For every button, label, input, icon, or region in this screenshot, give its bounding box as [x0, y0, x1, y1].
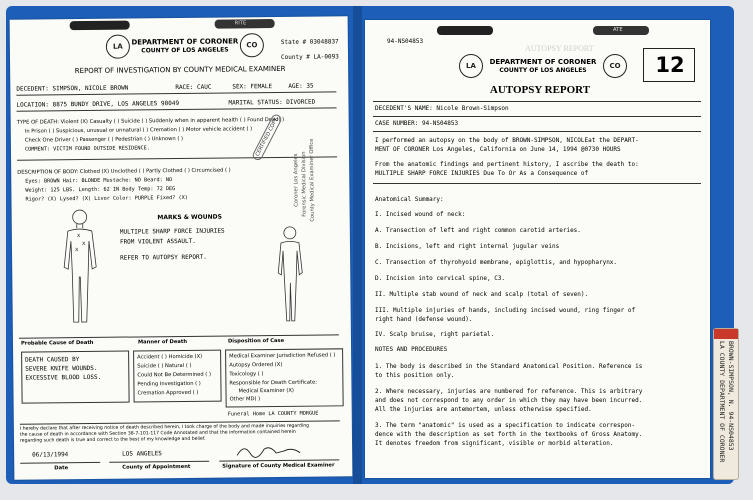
tab-line-2: LA COUNTY DEPARTMENT OF CORONER [718, 341, 726, 463]
intro-line-4: MULTIPLE SHARP FORCE INJURIES Due To Or As a Consequence of [375, 170, 589, 177]
investigation-report-page [10, 16, 353, 480]
disposition-box [225, 348, 344, 407]
location-line: LOCATION: 8875 BUNDY DRIVE, LOS ANGELES 90049 [16, 100, 180, 109]
declaration-line-1: I hereby declare that after receiving notice of death described herein, I took charge of the body and made inquiries regarding [19, 423, 310, 432]
case-number: CASE NUMBER: 94-NS04853 [375, 120, 459, 127]
summary-item-6: II. Multiple stab wound of neck and scalp (total of seven). [375, 291, 589, 298]
county-seal-icon: LA [459, 54, 483, 78]
cause-line-1: DEATH CAUSED BY [25, 356, 80, 364]
disposition-line-6: Other MD( ) [229, 396, 261, 403]
comment-line: COMMENT: VICTIM FOUND OUTSIDE RESIDENCE. [24, 145, 150, 153]
declaration-line-2: the cause of death in accordance with Section 38-7-101-117 Code Annotated and that the information contained herein [19, 429, 296, 438]
dept-heading: DEPARTMENT OF CORONER [131, 37, 239, 47]
summary-item-4: C. Transection of thyrohyoid membrane, epiglottis, and hypopharynx. [375, 259, 618, 266]
sex-line: SEX: FEMALE [232, 83, 273, 91]
marks-line-2: FROM VIOLENT ASSAULT. [119, 237, 196, 246]
binder-clip-label [593, 26, 649, 35]
type-of-death-line-3: Check One Driver ( ) Passenger ( ) Pedestrian ( ) Unknown ( ) [24, 135, 184, 144]
manner-line-3: Could Not Be Determined ( ) [137, 371, 212, 379]
svg-text:x: x [76, 232, 81, 240]
summary-item-5: D. Incision into cervical spine, C3. [375, 275, 506, 282]
cause-line-3: EXCESSIVE BLOOD LOSS. [25, 373, 102, 382]
decedent-name: DECEDENT'S NAME: Nicole Brown-Simpson [375, 105, 509, 112]
note-1a: 1. The body is described in the Standard Anatomical Position. Reference is [375, 363, 643, 370]
date-value: 06/13/1994 [32, 451, 69, 459]
rule [20, 462, 100, 464]
description-line-1: DESCRIPTION OF BODY: Clothed (X) Unclothed ( ) Partly Clothed ( ) Circumcised ( ) [17, 167, 231, 176]
summary-item-7b: right hand (defense wound). [375, 316, 473, 323]
report-title: REPORT OF INVESTIGATION BY COUNTY MEDICAL EXAMINER [74, 64, 286, 76]
county-seal-icon: LA [106, 35, 130, 59]
summary-item-7a: III. Multiple injuries of hands, including incised wound, ring finger of [375, 307, 636, 314]
intro-line-3: From the anatomic findings and pertinent history, I ascribe the death to: [375, 161, 639, 168]
binder-clip [437, 26, 493, 35]
tab-color-strip [714, 329, 738, 339]
disposition-line-5: Medical Examiner (X) [238, 387, 294, 395]
note-2c: All the injuries are antemortem, unless otherwise specified. [375, 406, 592, 413]
note-1b: to this position only. [375, 372, 455, 379]
svg-text:x: x [81, 239, 86, 248]
rule [373, 183, 701, 184]
declaration-line-3: regarding such death is true and correct to the best of my knowledge and belief. [19, 436, 206, 444]
page-number-box [643, 48, 695, 82]
summary-item-3: B. Incisions, left and right internal jugular veins [375, 243, 560, 250]
note-3a: 3. The term "anatomic" is used as a specification to indicate correspon- [375, 422, 636, 429]
note-3c: It denotes freedom from significant, visible or morbid alteration. [375, 440, 614, 447]
race-line: RACE: CAUC [175, 83, 212, 92]
description-line-2: Eyes: BROWN Hair: BLONDE Mustache: NO Beard: NO [25, 177, 173, 185]
stamp-line-b: Forensic Medical Division [300, 151, 308, 217]
stamp-line-a: Coroner Los Angeles [293, 153, 300, 207]
disposition-line-2: Autopsy Ordered (X) [229, 361, 283, 369]
coroner-seal-icon: CO [240, 33, 264, 57]
type-of-death-line-2: In Prison ( ) Suspicious, unusual or unnatural ( ) Cremation ( ) Motor vehicle accident ( ) [24, 126, 253, 135]
age-line: AGE: 35 [288, 82, 314, 90]
disposition-line-3: Toxicology ( ) [229, 371, 264, 378]
rule [219, 459, 339, 461]
autopsy-title: AUTOPSY REPORT [489, 84, 591, 96]
description-line-4: Rigor? (X) Lysed? (X) Livor Color: PURPLE Fixed? (X) [25, 194, 188, 203]
marks-title: MARKS & WOUNDS [157, 213, 222, 222]
examiner-signature [234, 441, 304, 460]
note-2a: 2. Where necessary, injuries are numbered for reference. This is arbitrary [375, 388, 643, 395]
cause-box [21, 351, 130, 404]
folder-spine [353, 6, 362, 484]
autopsy-report-page [365, 20, 710, 478]
summary-heading: Anatomical Summary: [375, 196, 444, 203]
tab-text [717, 341, 735, 475]
description-line-3: Weight: 125 LBS. Length: 62 IN Body Temp: 72 DEG [25, 186, 176, 194]
county-label: County of Appointment [122, 463, 191, 471]
intro-line-2: MENT OF CORONER Los Angeles, California on June 14, 1994 @0730 HOURS [375, 146, 621, 153]
binder-clip [70, 21, 130, 31]
cause-header: Probable Cause of Death [20, 339, 94, 347]
manner-line-4: Pending Investigation ( ) [137, 380, 201, 388]
binder-clip-label [215, 19, 275, 29]
funeral-home: Funeral Home LA COUNTY MORGUE [227, 410, 319, 418]
signature-label: Signature of County Medical Examiner [222, 462, 335, 470]
date-label: Date [54, 465, 69, 472]
disposition-header: Disposition of Case [227, 337, 285, 345]
manner-line-5: Cremation Approved ( ) [137, 389, 199, 397]
body-front-diagram [50, 207, 111, 328]
note-3b: dence with the description as set forth in the textbooks of Gross Anatomy. [375, 431, 643, 438]
tab-line-1: BROWN-SIMPSON, N. 94-NS04853 [727, 341, 735, 451]
disposition-line-1: Medical Examiner Jurisdiction Refused ( ) [229, 352, 336, 360]
type-of-death-line-1: TYPE OF DEATH: Violent (X) Casualty ( ) Suicide ( ) Suddenly when in apparent health ( ) Found Dead( ) [16, 116, 285, 126]
county-heading: COUNTY OF LOS ANGELES [499, 67, 587, 74]
disposition-line-4: Responsible for Death Certificate: [229, 379, 318, 387]
stamp-line-c: County Medical Examiner Office [308, 138, 316, 222]
dept-heading: DEPARTMENT OF CORONER [489, 58, 597, 66]
manner-header: Manner of Death [137, 338, 188, 346]
manner-line-1: Accident ( ) Homicide (X) [137, 353, 203, 361]
decedent-line: DECEDENT: SIMPSON, NICOLE BROWN [16, 84, 129, 93]
file-tab-label [713, 328, 739, 480]
county-heading: COUNTY OF LOS ANGELES [141, 46, 229, 55]
summary-item-1: I. Incised wound of neck: [375, 211, 466, 218]
rule [373, 116, 701, 117]
summary-item-2: A. Transection of left and right common carotid arteries. [375, 227, 581, 234]
rule [17, 156, 337, 160]
clip-label: ATE [613, 27, 623, 33]
svg-text:x: x [74, 246, 79, 254]
marks-line-3: REFER TO AUTOPSY REPORT. [120, 253, 207, 262]
rule [373, 131, 701, 132]
body-back-diagram [270, 225, 311, 325]
county-number: County # LA-0093 [280, 53, 339, 61]
manner-line-2: Suicide ( ) Natural ( ) [137, 362, 192, 370]
coroner-seal-icon: CO [603, 54, 627, 78]
summary-item-8: IV. Scalp bruise, right parietal. [375, 331, 495, 338]
notes-heading: NOTES AND PROCEDURES [375, 346, 448, 353]
marital-line: MARITAL STATUS: DIVORCED [228, 98, 316, 107]
marks-line-1: MULTIPLE SHARP FORCE INJURIES [119, 227, 225, 236]
cause-line-2: SEVERE KNIFE WOUNDS. [25, 364, 98, 373]
certified-copy-stamp: CERTIFIED COPY [251, 113, 283, 162]
intro-line-1: I performed an autopsy on the body of BROWN-SIMPSON, NICOLEat the DEPART- [375, 137, 639, 144]
page-number: 12 [655, 53, 685, 77]
case-number-top: 94-NS04853 [387, 38, 424, 45]
manner-box [133, 350, 222, 403]
rule [109, 461, 209, 463]
county-value: LOS ANGELES [122, 450, 162, 458]
background-title-ghost: AUTOPSY REPORT [525, 44, 594, 53]
state-number: State # 03048837 [280, 38, 339, 46]
clip-label: RITE [234, 20, 247, 27]
note-2b: and does not correspond to any order in which they may have been incurred. [375, 397, 643, 404]
rule [373, 101, 701, 102]
